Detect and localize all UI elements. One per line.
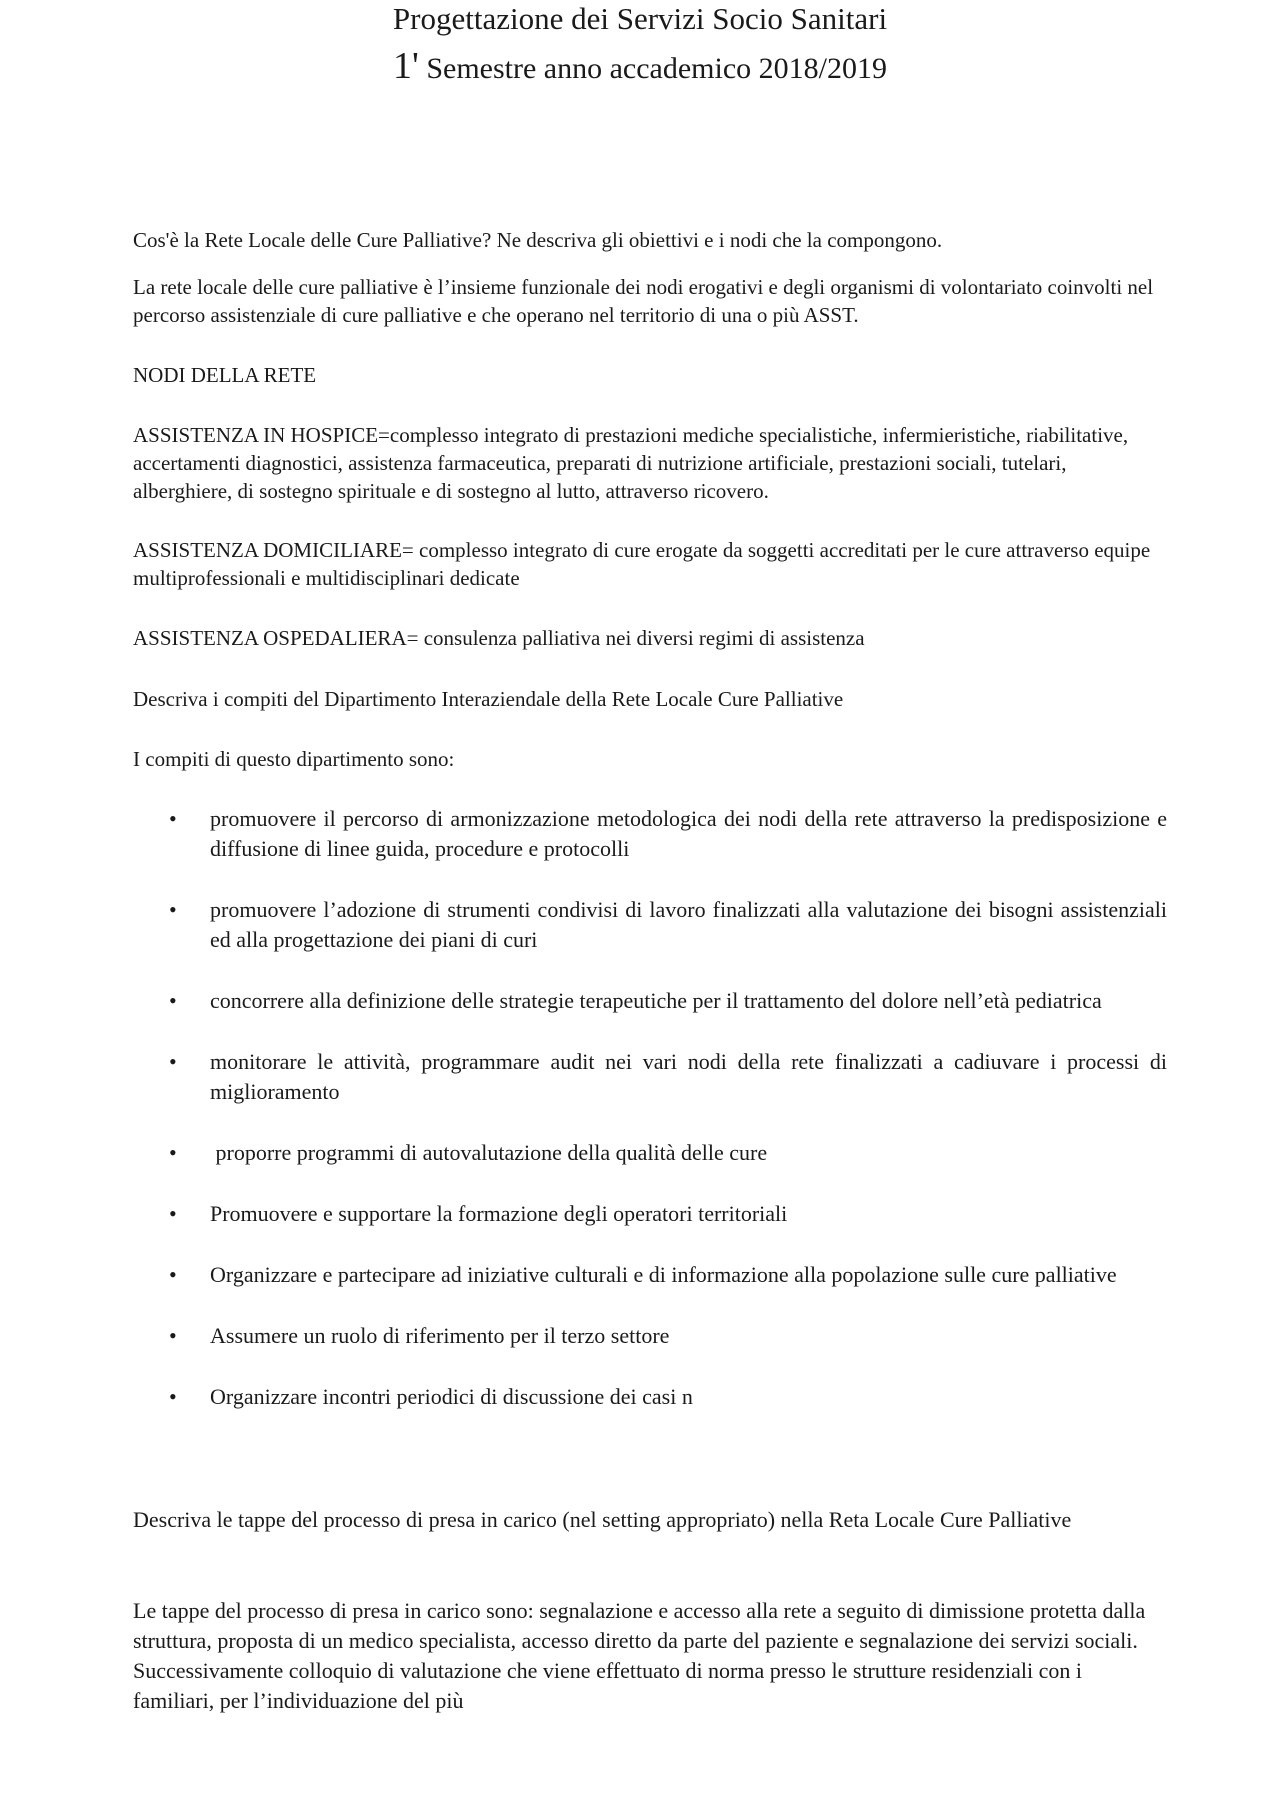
list-item-text: Assumere un ruolo di riferimento per il terzo settore — [210, 1323, 670, 1348]
bullet-icon: • — [169, 1049, 177, 1074]
nodi-heading: NODI DELLA RETE — [133, 363, 317, 387]
bullet-icon: • — [169, 1201, 177, 1226]
list-item — [133, 1138, 1167, 1168]
bullet-icon: • — [169, 1140, 177, 1165]
list-item — [133, 895, 1167, 955]
semester-text: Semestre anno accademico 2018/2019 — [418, 52, 888, 85]
semester-number: 1' — [392, 45, 419, 87]
compiti-intro: I compiti di questo dipartimento sono: — [133, 747, 455, 771]
answer-1: La rete locale delle cure palliative è l’insieme funzionale dei nodi erogativi e degli organismi di volontariato coinvolti nel percorso assistenziale di cure palliative e che operano nel territorio di una o più ASST. — [133, 275, 1154, 327]
compiti-list — [133, 804, 1167, 1443]
bullet-icon: • — [169, 988, 177, 1013]
bullet-icon: • — [169, 1384, 177, 1409]
question-3: Descriva le tappe del processo di presa in carico (nel setting appropriato) nella Reta Locale Cure Palliative — [133, 1507, 1072, 1532]
list-item-text: promuovere l’adozione di strumenti condivisi di lavoro finalizzati alla valutazione dei bisogni assistenziali ed alla progettazione dei piani di curi — [210, 897, 1167, 952]
list-item-text: concorrere alla definizione delle strategie terapeutiche per il trattamento del dolore nell’età pediatrica — [210, 988, 1102, 1013]
list-item-text: Organizzare incontri periodici di discussione dei casi n — [210, 1384, 693, 1409]
bullet-icon: • — [169, 1323, 177, 1348]
answer-3: Le tappe del processo di presa in carico sono: segnalazione e accesso alla rete a seguito di dimissione protetta dalla struttura, proposta di un medico specialista, accesso diretto da parte del paziente e segnalazione dei servizi sociali. Successivamente colloquio di valutazione che viene effettuato di norma presso le strutture residenziali con i familiari, per l’individuazione del più — [133, 1598, 1146, 1713]
list-item-text: promuovere il percorso di armonizzazione metodologica dei nodi della rete attraverso la predisposizione e diffusione di linee guida, procedure e protocolli — [210, 806, 1167, 861]
document-header — [0, 0, 1280, 89]
list-item — [133, 1382, 1167, 1412]
list-item-text: monitorare le attività, programmare audit nei vari nodi della rete finalizzati a cadiuvare i processi di miglioramento — [210, 1049, 1167, 1104]
list-item — [133, 804, 1167, 864]
semester-line — [0, 46, 1280, 89]
question-1: Cos'è la Rete Locale delle Cure Palliative? Ne descriva gli obiettivi e i nodi che la compongono. — [133, 228, 943, 252]
bullet-icon: • — [169, 806, 177, 831]
question-2: Descriva i compiti del Dipartimento Interaziendale della Rete Locale Cure Palliative — [133, 687, 844, 711]
bullet-icon: • — [169, 1262, 177, 1287]
ospedaliera-paragraph: ASSISTENZA OSPEDALIERA= consulenza palliativa nei diversi regimi di assistenza — [133, 626, 865, 650]
list-item-text: Organizzare e partecipare ad iniziative culturali e di informazione alla popolazione sulle cure palliative — [210, 1262, 1117, 1287]
list-item — [133, 1047, 1167, 1107]
list-item-text: proporre programmi di autovalutazione della qualità delle cure — [210, 1140, 768, 1165]
list-item-text: Promuovere e supportare la formazione degli operatori territoriali — [210, 1201, 788, 1226]
hospice-paragraph: ASSISTENZA IN HOSPICE=complesso integrato di prestazioni mediche specialistiche, infermieristiche, riabilitative, accertamenti diagnostici, assistenza farmaceutica, preparati di nutrizione artificiale, prestazioni sociali, tutelari, alberghiere, di sostegno spirituale e di sostegno al lutto, attraverso ricovero. — [133, 423, 1129, 503]
bullet-icon: • — [169, 897, 177, 922]
list-item — [133, 1199, 1167, 1229]
domiciliare-paragraph: ASSISTENZA DOMICILIARE= complesso integrato di cure erogate da soggetti accreditati per le cure attraverso equipe multiprofessionali e multidisciplinari dedicate — [133, 538, 1151, 590]
list-item — [133, 1321, 1167, 1351]
list-item — [133, 1260, 1167, 1290]
course-title: Progettazione dei Servizi Socio Sanitari — [392, 1, 888, 36]
list-item — [133, 986, 1167, 1016]
